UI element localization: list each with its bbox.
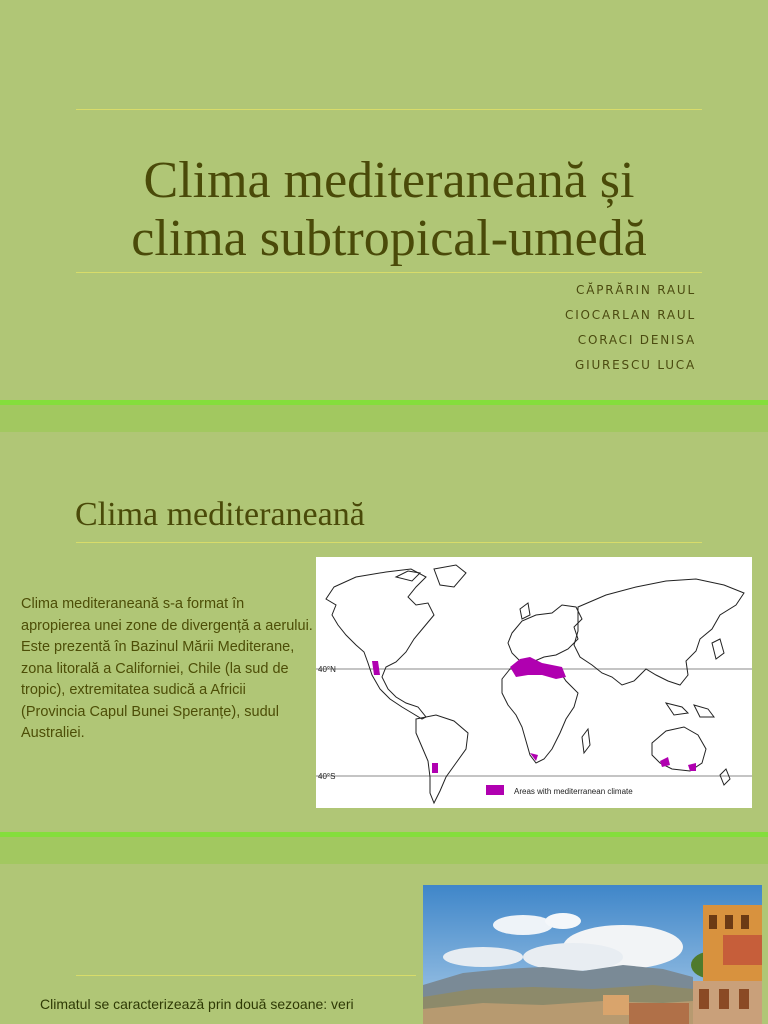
description-paragraph: Clima mediteraneană s-a format în apropierea unei zone de divergență a aerului. Este prezentă în Bazinul Mării Mediterane, zona litorală a Californiei, Chile (la sud de tropic), extremitatea sudică a Africii (Provincia Capul Bunei Speranțe), sudul Australiei.	[21, 596, 313, 741]
mediterranean-areas	[372, 657, 696, 773]
world-map-image	[316, 557, 752, 808]
map-legend-label: Areas with mediterranean climate	[514, 787, 633, 796]
coastal-town-image	[423, 885, 762, 1024]
seasons-paragraph: Climatul se caracterizează prin două sezoane: veri	[40, 996, 354, 1012]
heading-rule	[76, 975, 416, 976]
title-line-1: Clima mediteraneană și	[143, 152, 635, 209]
slide-separator	[0, 832, 768, 864]
heading-rule	[76, 542, 702, 543]
map-label-40s: 40°S	[318, 772, 336, 781]
coastal-town-photo	[423, 885, 762, 1024]
climate-seasons-slide	[0, 864, 768, 1024]
slide-separator	[0, 400, 768, 432]
continent-outlines	[326, 565, 744, 803]
top-rule	[76, 109, 702, 110]
map-label-40n: 40°N	[318, 665, 336, 674]
title-line-2: clima subtropical-umedă	[131, 210, 647, 267]
author-name: CĂPRĂRIN RAUL	[576, 283, 696, 297]
author-list	[565, 281, 696, 381]
world-climate-map	[316, 557, 752, 808]
author-name: CIOCARLAN RAUL	[565, 308, 696, 322]
author-name: GIURESCU LUCA	[575, 358, 696, 372]
title-slide	[0, 0, 768, 400]
title-rule	[76, 272, 702, 273]
author-name: CORACI DENISA	[577, 333, 696, 347]
mediterranean-slide	[0, 432, 768, 832]
legend-swatch	[486, 785, 504, 795]
slide-heading: Clima mediteraneană	[75, 496, 365, 533]
